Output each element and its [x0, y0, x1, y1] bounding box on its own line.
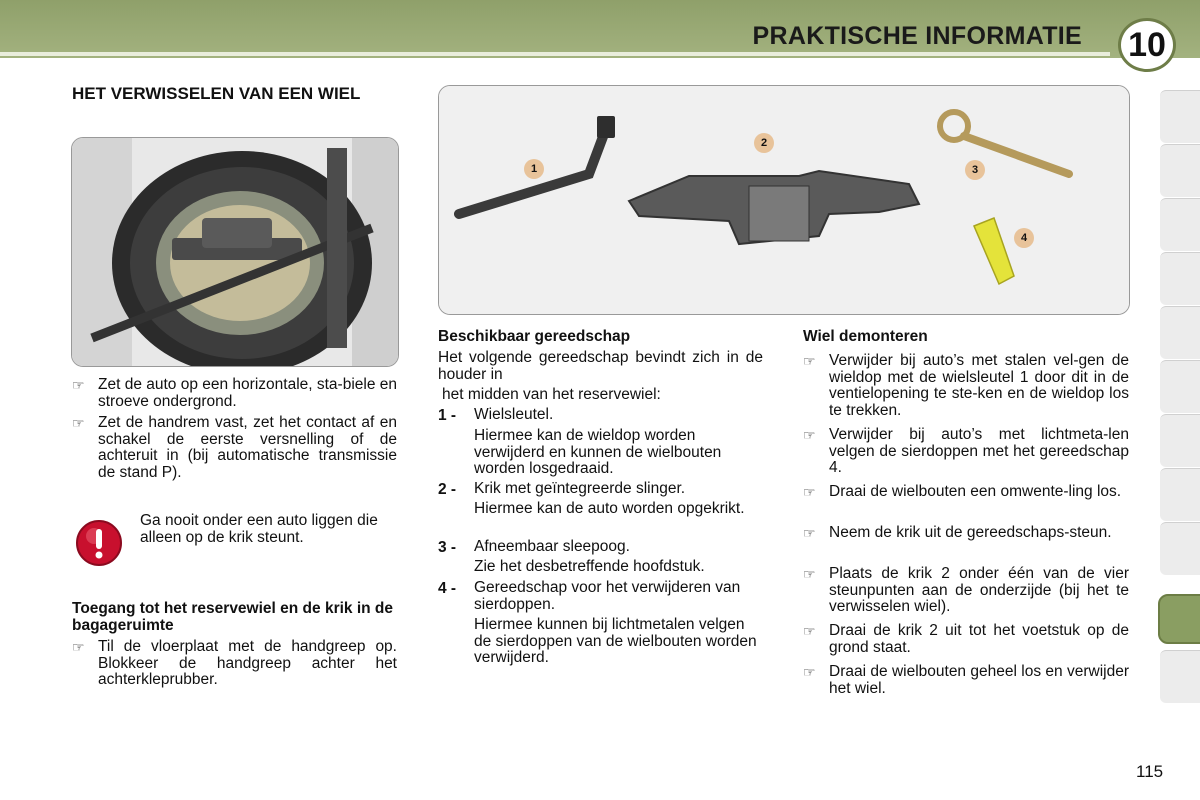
tool-item-name: Krik met geïntegreerde slinger. [474, 480, 686, 497]
pointing-hand-icon: ☞ [803, 353, 816, 369]
pointing-hand-icon: ☞ [72, 377, 85, 393]
chapter-tab[interactable] [1160, 198, 1200, 251]
pointing-hand-icon: ☞ [803, 484, 816, 500]
spare-wheel-illustration [72, 138, 398, 366]
pointing-hand-icon: ☞ [803, 427, 816, 443]
left-bullet-1 [72, 377, 397, 411]
pointing-hand-icon: ☞ [72, 415, 85, 431]
right-bullet [803, 484, 1129, 518]
bullet-text: Til de vloerplaat met de handgreep op. Blokkeer de handgreep achter het achterkleprubber. [98, 638, 397, 688]
tool-label-4: 4 [1014, 228, 1034, 248]
tool-item-desc: Hiermee kan de wieldop worden verwijderd en kunnen de wielbouten worden losgedraaid. [474, 427, 722, 477]
chapter-tab[interactable] [1160, 522, 1200, 575]
remove-wheel-heading: Wiel demonteren [803, 328, 928, 345]
pointing-hand-icon: ☞ [803, 623, 816, 639]
tool-item-desc: Hiermee kunnen bij lichtmetalen velgen de sierdoppen van de wielbouten worden verwijderd. [474, 616, 757, 666]
right-bullet [803, 353, 1129, 421]
tool-item-name: Gereedschap voor het verwijderen van sierdoppen. [474, 579, 741, 613]
tool-label-3: 3 [965, 160, 985, 180]
tools-heading: Beschikbaar gereedschap [438, 328, 631, 345]
chapter-tab[interactable] [1160, 252, 1200, 305]
pointing-hand-icon: ☞ [803, 566, 816, 582]
tool-item-number: 1 - [438, 407, 457, 424]
right-bullet [803, 623, 1129, 657]
chapter-tab[interactable] [1160, 360, 1200, 413]
tool-item-number: 4 - [438, 580, 457, 597]
bullet-text: Neem de krik uit de gereedschaps-steun. [829, 524, 1112, 541]
bullet-text: Zet de handrem vast, zet het contact af en schakel de eerste versnelling of de achteruit in (bij automatische transmissie de stand P). [98, 414, 397, 481]
warning-text: Ga nooit onder een auto liggen die alleen op de krik steunt. [140, 512, 378, 546]
tools-intro-2: het midden van het reservewiel: [442, 386, 661, 403]
header-divider [0, 52, 1110, 56]
chapter-tab[interactable] [1160, 468, 1200, 521]
tools-intro: Het volgende gereedschap bevindt zich in de houder in [438, 349, 763, 383]
left-bullet-2 [72, 415, 397, 483]
bullet-text: Plaats de krik 2 onder één van de vier steunpunten aan de onderzijde (bij het te verwisselen wiel). [829, 565, 1129, 615]
tool-label-1: 1 [524, 159, 544, 179]
bullet-text: Draai de wielbouten een omwente-ling los. [829, 483, 1122, 500]
chapter-number-badge: 10 [1118, 18, 1176, 72]
pointing-hand-icon: ☞ [803, 664, 816, 680]
chapter-tab[interactable] [1160, 306, 1200, 359]
right-bullet [803, 566, 1129, 618]
chapter-tab[interactable] [1160, 650, 1200, 703]
page-header-title: PRAKTISCHE INFORMATIE [752, 22, 1082, 50]
tool-label-2: 2 [754, 133, 774, 153]
tool-item-number: 3 - [438, 539, 457, 556]
chapter-tabs [1160, 90, 1200, 720]
chapter-tab-active[interactable] [1158, 594, 1200, 644]
bullet-text: Zet de auto op een horizontale, sta-biele en stroeve ondergrond. [98, 376, 398, 410]
pointing-hand-icon: ☞ [72, 639, 85, 655]
tool-item-desc: Hiermee kan de auto worden opgekrikt. [474, 500, 745, 517]
pointing-hand-icon: ☞ [803, 525, 816, 541]
tool-item-name: Afneembaar sleepoog. [474, 538, 630, 555]
tool-item-desc: Zie het desbetreffende hoofdstuk. [474, 558, 705, 575]
spare-wheel-photo [71, 137, 399, 367]
access-subheading: Toegang tot het reservewiel en de krik in de bagageruimte [72, 600, 393, 634]
right-bullet [803, 427, 1129, 479]
access-bullet [72, 639, 397, 689]
chapter-tab[interactable] [1160, 90, 1200, 143]
tools-illustration [439, 86, 1129, 314]
right-bullet [803, 664, 1129, 698]
bullet-text: Draai de krik 2 uit tot het voetstuk op de grond staat. [829, 622, 1129, 656]
bullet-text: Draai de wielbouten geheel los en verwijder het wiel. [829, 663, 1129, 697]
page-number: 115 [1136, 762, 1164, 781]
chapter-tab[interactable] [1160, 414, 1200, 467]
chapter-tab[interactable] [1160, 144, 1200, 197]
bullet-text: Verwijder bij auto’s met lichtmeta-len velgen de sierdoppen met het gereedschap 4. [829, 426, 1129, 476]
exclamation-icon [74, 518, 124, 568]
bullet-text: Verwijder bij auto’s met stalen vel-gen de wieldop met de wielsleutel 1 door dit in de ventielopening te ste-ken en de wieldop los te trekken. [829, 352, 1129, 419]
right-bullet [803, 525, 1129, 559]
tool-item-name: Wielsleutel. [474, 406, 554, 423]
tools-photo [438, 85, 1130, 315]
tool-item-number: 2 - [438, 481, 457, 498]
warning-icon [74, 518, 124, 568]
section-title: HET VERWISSELEN VAN EEN WIEL [72, 84, 361, 103]
